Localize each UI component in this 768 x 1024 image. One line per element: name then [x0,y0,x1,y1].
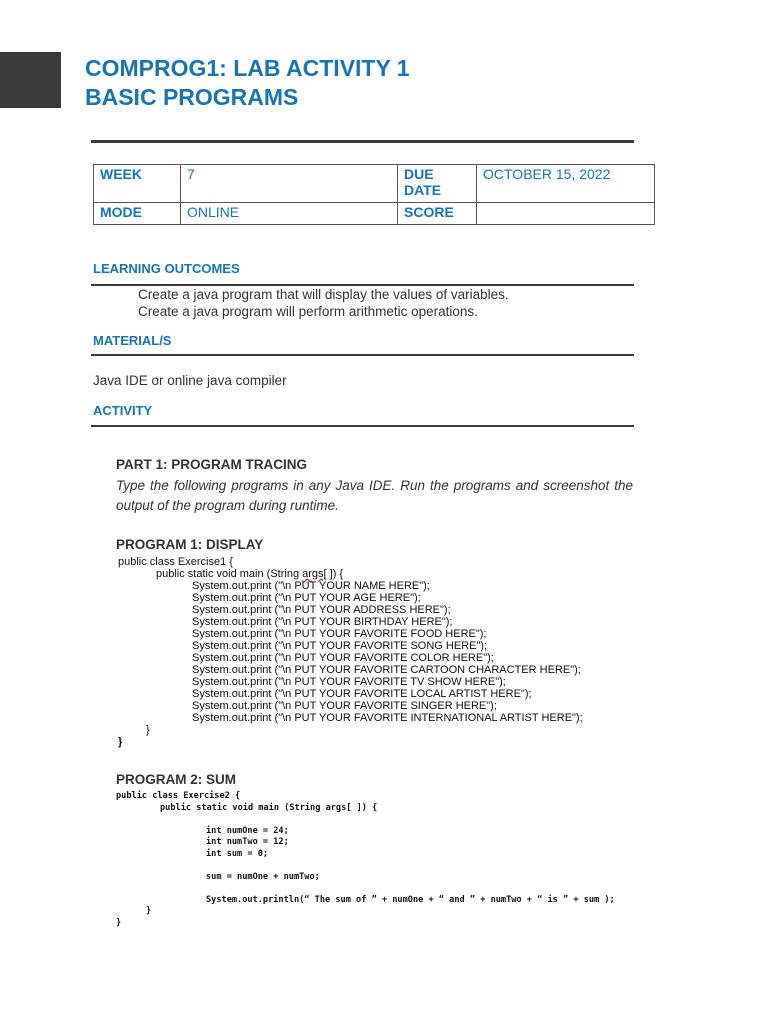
code-line: public class Exercise1 { [118,556,233,568]
code-line: } [146,724,150,736]
code-line: System.out.println(“ The sum of ” + numOne + “ and ” + numTwo + “ is ” + sum ); [206,894,615,905]
mode-label: MODE [94,203,181,225]
materials-text: Java IDE or online java compiler [93,373,287,388]
materials-heading: MATERIAL/S [93,333,172,348]
learning-outcome-item: Create a java program will perform arithmetic operations. [138,304,478,319]
code-line [116,883,615,895]
code-line: System.out.print ("\n PUT YOUR FAVORITE INTERNATIONAL ARTIST HERE"); [192,712,583,724]
due-date-label [398,165,477,203]
activity-divider [91,425,634,427]
page-title [85,54,410,112]
code-line: public class Exercise2 { [116,791,241,801]
code-line: System.out.print ("\n PUT YOUR FAVORITE SINGER HERE"); [192,700,497,712]
program2-title: PROGRAM 2: SUM [116,772,237,787]
title-line-1: COMPROG1: LAB ACTIVITY 1 [85,55,410,81]
code-main-suffix: ]) { [326,568,344,580]
due-label-line-1: DUE [404,166,434,182]
code-line: System.out.print ("\n PUT YOUR FAVORITE FOOD HERE"); [192,628,487,640]
code-line: System.out.print ("\n PUT YOUR FAVORITE SONG HERE"); [192,640,488,652]
program1-title: PROGRAM 1: DISPLAY [116,537,264,552]
learning-outcome-item: Create a java program that will display the values of variables. [138,287,509,302]
code-line: sum = numOne + numTwo; [206,871,320,882]
learning-outcomes-divider [91,284,634,286]
code-line: System.out.print ("\n PUT YOUR FAVORITE CARTOON CHARACTER HERE"); [192,664,581,676]
code-line [116,814,615,826]
code-line: System.out.print ("\n PUT YOUR FAVORITE COLOR HERE"); [192,652,494,664]
learning-outcomes-heading: LEARNING OUTCOMES [93,261,240,276]
code-line: System.out.print ("\n PUT YOUR FAVORITE LOCAL ARTIST HERE"); [192,688,532,700]
code-line: System.out.print ("\n PUT YOUR BIRTHDAY HERE"); [192,616,453,628]
code-line: public static void main (String args[ ]) { [160,802,378,813]
code-main-args: args[ [302,568,327,580]
code-main-prefix: public static void main (String [156,568,303,580]
title-line-2: BASIC PROGRAMS [85,84,299,110]
materials-divider [91,354,634,356]
code-line: } [146,906,152,916]
score-value [477,203,655,225]
due-label-line-2: DATE [404,182,442,198]
code-line: System.out.print ("\n PUT YOUR ADDRESS HERE"); [192,604,451,616]
info-row-mode [94,203,655,225]
score-label: SCORE [398,203,477,225]
code-line: } [116,917,122,928]
code-line: } [118,736,123,748]
program2-code [116,791,615,929]
code-line: int sum = 0; [206,848,269,859]
code-line: System.out.print ("\n PUT YOUR FAVORITE TV SHOW HERE"); [192,676,506,688]
part1-description: Type the following programs in any Java IDE. Run the programs and screenshot the output of the program during runtime. [116,478,633,513]
activity-heading: ACTIVITY [93,403,153,418]
code-line: System.out.print ("\n PUT YOUR NAME HERE"); [192,580,430,592]
week-value: 7 [181,165,398,203]
title-divider [91,140,634,143]
week-label: WEEK [94,165,181,203]
code-line: System.out.print ("\n PUT YOUR AGE HERE"); [192,592,421,604]
due-date-value: OCTOBER 15, 2022 [477,165,655,203]
code-line: int numTwo = 12; [206,837,289,847]
code-line: int numOne = 24; [206,825,289,836]
part1-title: PART 1: PROGRAM TRACING [116,457,307,472]
header-corner-block [0,52,61,108]
mode-value: ONLINE [181,203,398,225]
info-row-week [94,165,655,203]
program1-code [118,556,583,748]
code-line [118,568,583,580]
info-table [93,164,655,225]
code-line [116,860,615,872]
